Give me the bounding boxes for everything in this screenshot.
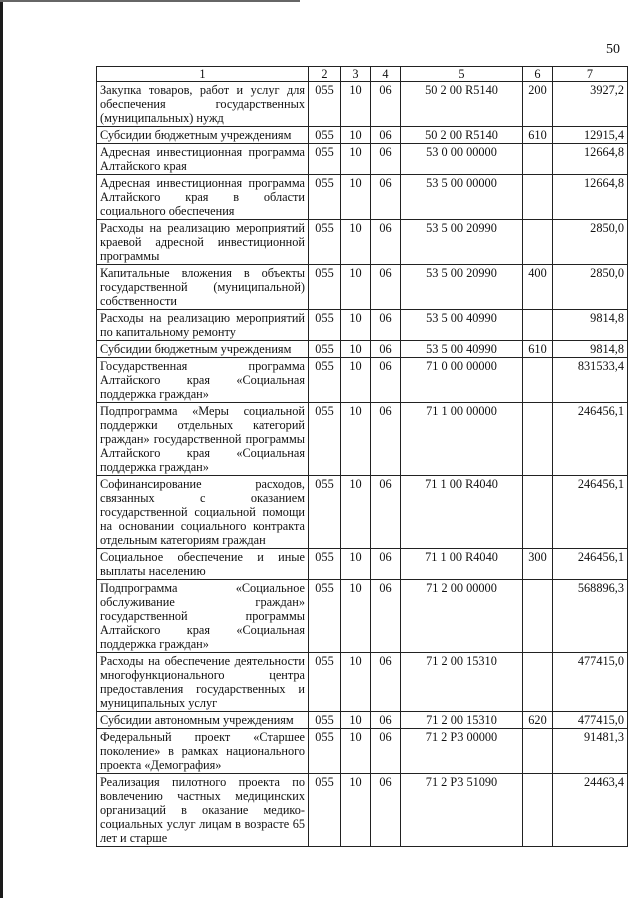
- row-name: Расходы на реализацию мероприятий по капитальному ремонту: [97, 310, 309, 341]
- row-amount: 246456,1: [553, 549, 628, 580]
- row-department: 055: [309, 82, 341, 127]
- row-subsection: 06: [371, 476, 401, 549]
- row-department: 055: [309, 358, 341, 403]
- table-row: [97, 358, 628, 403]
- row-name: Субсидии бюджетным учреждениям: [97, 341, 309, 358]
- row-section: 10: [341, 265, 371, 310]
- row-section: 10: [341, 549, 371, 580]
- row-amount: 2850,0: [553, 220, 628, 265]
- table-row: [97, 774, 628, 847]
- row-department: 055: [309, 310, 341, 341]
- row-expense-type: [523, 580, 553, 653]
- row-target-article: 50 2 00 R5140: [401, 82, 523, 127]
- row-department: 055: [309, 144, 341, 175]
- row-subsection: 06: [371, 82, 401, 127]
- row-section: 10: [341, 144, 371, 175]
- row-amount: 9814,8: [553, 310, 628, 341]
- scan-top-edge: [0, 0, 300, 2]
- row-target-article: 50 2 00 R5140: [401, 127, 523, 144]
- row-section: 10: [341, 729, 371, 774]
- row-department: 055: [309, 712, 341, 729]
- table-row: [97, 580, 628, 653]
- row-section: 10: [341, 653, 371, 712]
- row-department: 055: [309, 403, 341, 476]
- row-amount: 568896,3: [553, 580, 628, 653]
- table-row: [97, 549, 628, 580]
- row-target-article: 71 0 00 00000: [401, 358, 523, 403]
- row-section: 10: [341, 712, 371, 729]
- row-subsection: 06: [371, 310, 401, 341]
- row-section: 10: [341, 82, 371, 127]
- row-section: 10: [341, 220, 371, 265]
- row-amount: 24463,4: [553, 774, 628, 847]
- table-row: [97, 341, 628, 358]
- budget-table: [96, 66, 628, 847]
- row-expense-type: [523, 175, 553, 220]
- row-target-article: 53 5 00 40990: [401, 310, 523, 341]
- row-amount: 12664,8: [553, 144, 628, 175]
- table-row: [97, 476, 628, 549]
- row-amount: 2850,0: [553, 265, 628, 310]
- table-row: [97, 144, 628, 175]
- row-subsection: 06: [371, 175, 401, 220]
- row-name: Субсидии бюджетным учреждениям: [97, 127, 309, 144]
- row-expense-type: 400: [523, 265, 553, 310]
- row-department: 055: [309, 476, 341, 549]
- row-expense-type: [523, 403, 553, 476]
- row-amount: 477415,0: [553, 712, 628, 729]
- row-expense-type: [523, 220, 553, 265]
- row-name: Софинансирование расходов, связанных с оказанием государственной социальной помощи на основании социального контракта отдельным категориям граждан: [97, 476, 309, 549]
- row-name: Капитальные вложения в объекты государственной (муниципальной) собственности: [97, 265, 309, 310]
- row-section: 10: [341, 580, 371, 653]
- header-col-4: 4: [371, 67, 401, 82]
- row-section: 10: [341, 310, 371, 341]
- row-target-article: 53 5 00 20990: [401, 220, 523, 265]
- row-section: 10: [341, 341, 371, 358]
- row-section: 10: [341, 476, 371, 549]
- table-row: [97, 265, 628, 310]
- row-name: Адресная инвестиционная программа Алтайского края: [97, 144, 309, 175]
- scan-left-edge: [0, 0, 3, 898]
- row-expense-type: [523, 144, 553, 175]
- row-target-article: 71 1 00 R4040: [401, 549, 523, 580]
- row-subsection: 06: [371, 220, 401, 265]
- row-amount: 246456,1: [553, 403, 628, 476]
- row-subsection: 06: [371, 127, 401, 144]
- row-expense-type: 610: [523, 341, 553, 358]
- row-expense-type: [523, 653, 553, 712]
- row-target-article: 53 5 00 20990: [401, 265, 523, 310]
- row-name: Закупка товаров, работ и услуг для обеспечения государственных (муниципальных) нужд: [97, 82, 309, 127]
- row-section: 10: [341, 358, 371, 403]
- table-row: [97, 729, 628, 774]
- row-amount: 831533,4: [553, 358, 628, 403]
- row-section: 10: [341, 175, 371, 220]
- row-target-article: 53 5 00 40990: [401, 341, 523, 358]
- row-department: 055: [309, 341, 341, 358]
- row-target-article: 71 2 00 00000: [401, 580, 523, 653]
- row-amount: 3927,2: [553, 82, 628, 127]
- row-expense-type: [523, 358, 553, 403]
- row-name: Субсидии автономным учреждениям: [97, 712, 309, 729]
- row-subsection: 06: [371, 580, 401, 653]
- row-expense-type: 620: [523, 712, 553, 729]
- row-subsection: 06: [371, 265, 401, 310]
- row-expense-type: 200: [523, 82, 553, 127]
- row-name: Расходы на обеспечение деятельности многофункционального центра предоставления государственных и муниципальных услуг: [97, 653, 309, 712]
- row-subsection: 06: [371, 774, 401, 847]
- row-section: 10: [341, 403, 371, 476]
- table-row: [97, 220, 628, 265]
- row-target-article: 71 2 00 15310: [401, 653, 523, 712]
- row-name: Реализация пилотного проекта по вовлечению частных медицинских организаций в оказание медико-социальных услуг лицам в возрасте 65 лет и старше: [97, 774, 309, 847]
- table-row: [97, 403, 628, 476]
- row-department: 055: [309, 653, 341, 712]
- row-target-article: 53 5 00 00000: [401, 175, 523, 220]
- row-amount: 91481,3: [553, 729, 628, 774]
- row-department: 055: [309, 580, 341, 653]
- row-subsection: 06: [371, 341, 401, 358]
- header-col-1: 1: [97, 67, 309, 82]
- row-amount: 477415,0: [553, 653, 628, 712]
- row-target-article: 53 0 00 00000: [401, 144, 523, 175]
- row-department: 055: [309, 127, 341, 144]
- row-expense-type: [523, 310, 553, 341]
- row-expense-type: [523, 476, 553, 549]
- row-target-article: 71 1 00 00000: [401, 403, 523, 476]
- table-row: [97, 310, 628, 341]
- row-department: 055: [309, 265, 341, 310]
- row-target-article: 71 1 00 R4040: [401, 476, 523, 549]
- row-expense-type: [523, 774, 553, 847]
- row-name: Социальное обеспечение и иные выплаты населению: [97, 549, 309, 580]
- row-subsection: 06: [371, 358, 401, 403]
- row-expense-type: 300: [523, 549, 553, 580]
- header-col-5: 5: [401, 67, 523, 82]
- table-row: [97, 175, 628, 220]
- row-department: 055: [309, 549, 341, 580]
- row-department: 055: [309, 774, 341, 847]
- row-subsection: 06: [371, 712, 401, 729]
- row-department: 055: [309, 175, 341, 220]
- row-amount: 12915,4: [553, 127, 628, 144]
- header-col-2: 2: [309, 67, 341, 82]
- header-col-7: 7: [553, 67, 628, 82]
- row-amount: 9814,8: [553, 341, 628, 358]
- row-subsection: 06: [371, 403, 401, 476]
- row-name: Подпрограмма «Меры социальной поддержки отдельных категорий граждан» государственной программы Алтайского края «Социальная поддержка граждан»: [97, 403, 309, 476]
- row-target-article: 71 2 P3 51090: [401, 774, 523, 847]
- row-department: 055: [309, 220, 341, 265]
- row-expense-type: [523, 729, 553, 774]
- table-row: [97, 127, 628, 144]
- row-target-article: 71 2 P3 00000: [401, 729, 523, 774]
- row-target-article: 71 2 00 15310: [401, 712, 523, 729]
- page-number: 50: [606, 42, 620, 57]
- row-name: Расходы на реализацию мероприятий краевой адресной инвестиционной программы: [97, 220, 309, 265]
- row-subsection: 06: [371, 549, 401, 580]
- row-amount: 12664,8: [553, 175, 628, 220]
- row-name: Федеральный проект «Старшее поколение» в рамках национального проекта «Демография»: [97, 729, 309, 774]
- header-col-3: 3: [341, 67, 371, 82]
- row-subsection: 06: [371, 653, 401, 712]
- row-subsection: 06: [371, 729, 401, 774]
- table-row: [97, 82, 628, 127]
- row-name: Подпрограмма «Социальное обслуживание граждан» государственной программы Алтайского края «Социальная поддержка граждан»: [97, 580, 309, 653]
- row-amount: 246456,1: [553, 476, 628, 549]
- row-subsection: 06: [371, 144, 401, 175]
- row-name: Адресная инвестиционная программа Алтайского края в области социального обеспечения: [97, 175, 309, 220]
- row-expense-type: 610: [523, 127, 553, 144]
- table-row: [97, 712, 628, 729]
- header-row: [97, 67, 628, 82]
- row-section: 10: [341, 774, 371, 847]
- row-name: Государственная программа Алтайского края «Социальная поддержка граждан»: [97, 358, 309, 403]
- header-col-6: 6: [523, 67, 553, 82]
- row-section: 10: [341, 127, 371, 144]
- row-department: 055: [309, 729, 341, 774]
- table-row: [97, 653, 628, 712]
